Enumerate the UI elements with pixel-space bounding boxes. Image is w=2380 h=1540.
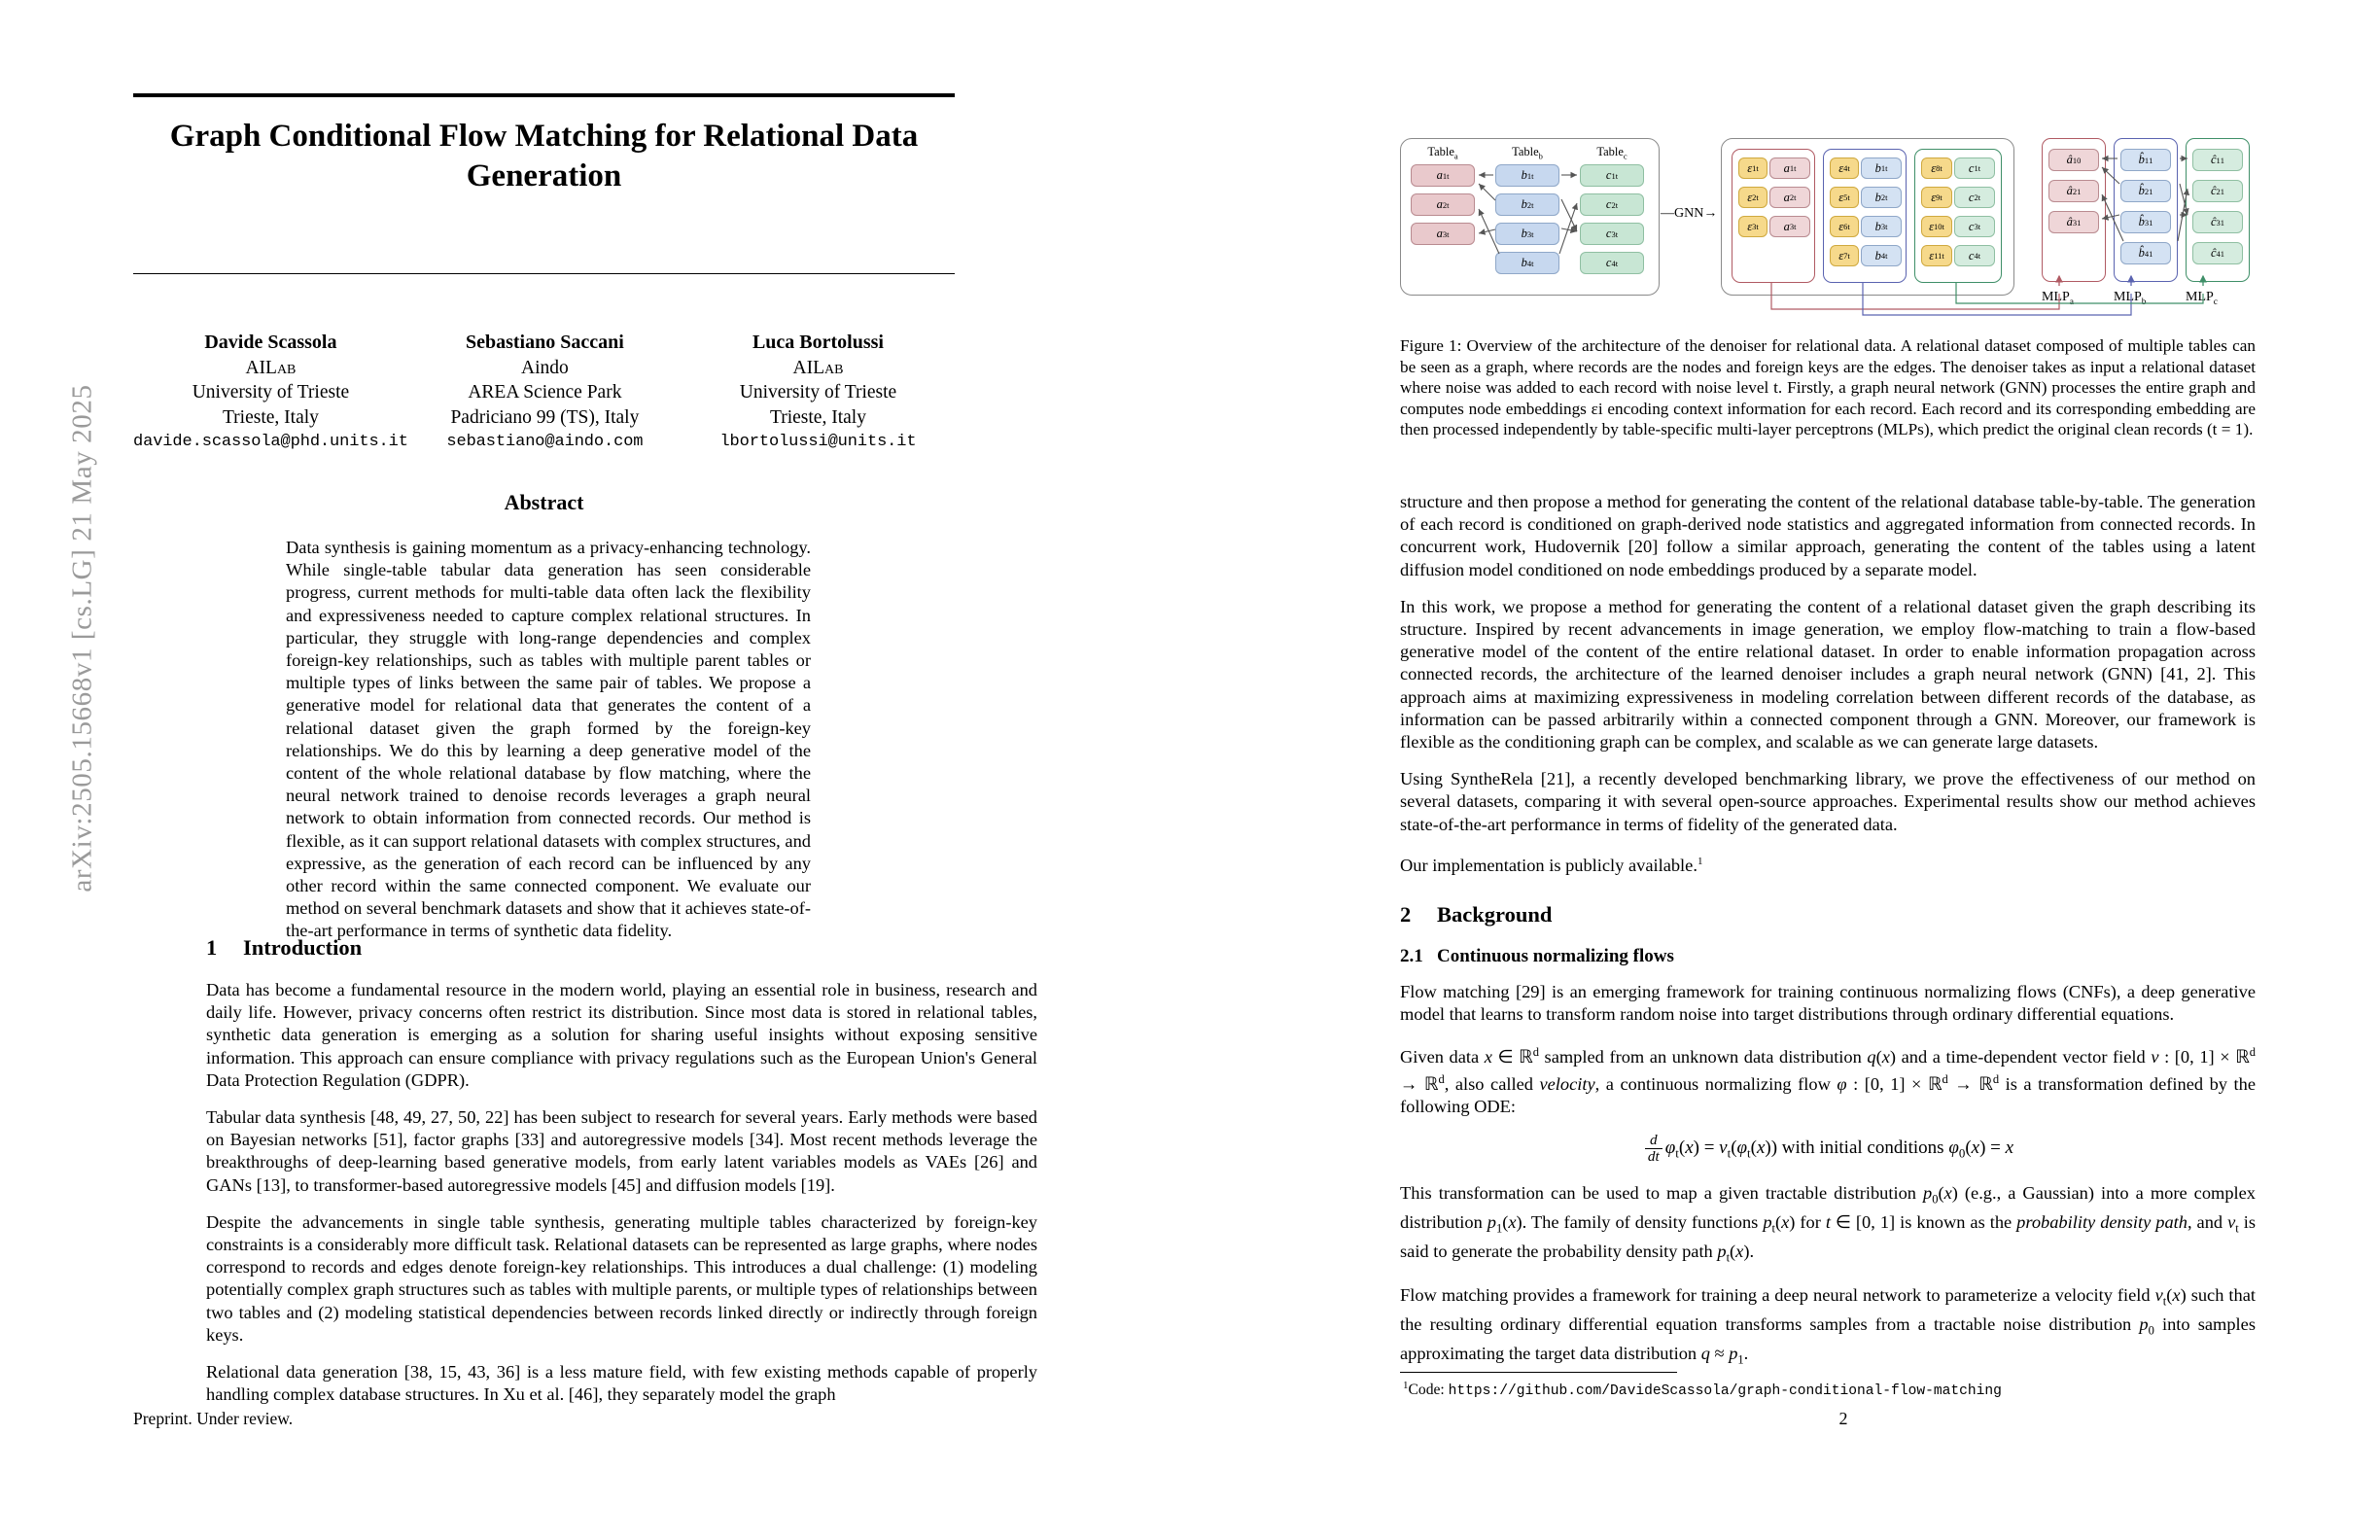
record-b4-noisy: b 4 t [1861,245,1902,266]
footnote [1403,1380,2002,1399]
footnote-url[interactable]: https://github.com/DavideScassola/graph-conditional-flow-matching [1448,1383,2002,1400]
table-a-sub: a [1453,151,1458,161]
mlp-a-sub: a [2069,297,2075,307]
section-title-1: Introduction [243,935,363,960]
out-node-c4: ĉ 4 1 [2192,242,2243,264]
subsection-title-21: Continuous normalizing flows [1437,946,1674,967]
page-two [1357,0,2329,1540]
out-node-c1: ĉ 1 1 [2192,149,2243,171]
embedding-e4: ε 4 t [1830,158,1859,179]
section-heading-background [1400,902,2256,928]
node-a3: a 3 t [1411,223,1475,245]
embedding-e9: ε 9 t [1921,187,1952,208]
background-paragraph-4: Flow matching provides a framework for training a deep neural network to parameterize a velocity field $v_t(x)$ such that the resulting ordinary differential equation transforms samples from a tractable noise distribution $p_0$ into samples approximating the target data distribution $q \approx p_1$. [1400,1284,2257,1367]
intro-paragraph-4: Relational data generation [38, 15, 43, 36] is a less mature field, with few existing methods capable of properly handling complex database structures. In Xu et al. [46], they separately model the graph [206,1362,1037,1405]
embedding-e7: ε 7 t [1830,245,1859,266]
out-node-b4: b̂ 4 1 [2120,242,2171,264]
subsection-heading-cnf [1400,946,2256,967]
figure-routing-lines [1400,128,2256,323]
record-c1-noisy: c 1 t [1954,158,1995,179]
author-1-org: University of Trieste [192,382,350,402]
record-b2-noisy: b 2 t [1861,187,1902,208]
embedding-e1: ε 1 t [1738,158,1768,179]
author-2-email[interactable]: sebastiano@aindo.com [446,433,644,451]
author-2-name: Sebastiano Saccani [465,332,624,353]
embedding-e3: ε 3 t [1738,216,1768,237]
author-3 [682,331,955,455]
author-3-name: Luca Bortolussi [752,332,884,353]
figure-1-diagram [1400,128,2256,307]
footnote-marker: 1 [1403,1380,1409,1391]
page-number: 2 [1838,1409,1848,1428]
node-a1: a 1 t [1411,164,1475,187]
abstract-heading: Abstract [504,490,584,514]
table-b-sub: b [1538,151,1543,161]
author-3-place: Trieste, Italy [770,406,866,428]
author-2-org: AREA Science Park [468,382,622,402]
record-c2-noisy: c 2 t [1954,187,1995,208]
mlp-a-label: $MLP_a$ [2042,290,2075,307]
embedding-e11: ε 11 t [1921,245,1952,266]
figure-1-caption: Figure 1: Overview of the architecture of the denoiser for relational data. A relational dataset composed of multiple tables can be seen as a graph, where records are the nodes and foreign keys are the edges. The denoiser takes as input a relational dataset where noise was added to each record with noise level t. Firstly, a graph neural network (GNN) processes the entire graph and computes node embeddings εi encoding context information for each record. Each record and its corresponding embedding are then processed independently by table-specific multi-layer perceptrons (MLPs), which predict the original clean records (t = 1). [1400,336,2256,439]
mlp-c-label: $MLP_c$ [2186,290,2219,307]
embedding-e6: ε 6 t [1830,216,1859,237]
out-node-c3: ĉ 3 1 [2192,211,2243,233]
author-1-email[interactable]: davide.scassola@phd.units.it [133,433,408,451]
record-c3-noisy: c 3 t [1954,216,1995,237]
node-b4: b 4 t [1495,252,1559,274]
node-a2: a 2 t [1411,193,1475,216]
right-paragraph-1: structure and then propose a method for generating the content of the relational database table-by-table. The generation of each record is conditioned on graph-derived node statistics and aggregated information from connected records. In concurrent work, Hudovernik [20] follow a similar approach, generating the content of the tables using a latent diffusion model conditioned on node embeddings produced by a separate model. [1400,492,2256,579]
author-2 [408,331,682,455]
abstract-text: Data synthesis is gaining momentum as a privacy-enhancing technology. While single-table tabular data generation has seen considerable progress, current methods for multi-table data often lack the flexibility and expressiveness needed to capture complex relational structures. In particular, they struggle with long-range dependencies and complex foreign-key relationships, such as tables with multiple parent tables or multiple types of links between the same pair of tables. We propose a generative model for relational data that generates the content of a relational dataset given the graph formed by the foreign-key relationships. We do this by learning a deep generative model of the content of the whole relational database by flow matching, where the neural network trained to denoise records leverages a graph neural network to obtain information from connected records. Our method is flexible, as it can support relational datasets with complex structures, and expressive, as the generation of each record can be influenced by any other record within the same connected component. We evaluate our method on several benchmark datasets and show that it achieves state-of-the-art performance in terms of synthetic data fidelity. [286,538,811,941]
author-block [133,331,955,455]
node-b2: b 2 t [1495,193,1559,216]
record-a2-noisy: a 2 t [1769,187,1810,208]
out-node-b2: b̂ 2 1 [2120,180,2171,202]
intro-paragraph-3: Despite the advancements in single table synthesis, generating multiple tables characterized by foreign-key constraints is a considerably more difficult task. Relational datasets can be represented as large graphs, where nodes correspond to records and edges denote foreign-key relationships. This introduces a dual challenge: (1) modeling potentially complex graph structures such as tables with multiple parents, or multiple types of relationships between two tables and (2) modeling statistical dependencies between records linked directly or indirectly through foreign keys. [206,1211,1037,1345]
right-paragraph-2: In this work, we propose a method for generating the content of a relational dataset given the graph describing its structure. Inspired by recent advancements in image generation, we employ flow-matching to train a flow-based generative model of the content of the entire relational dataset. In order to enable information propagation across connected records, the architecture of the learned denoiser includes a graph neural network (GNN) [41, 2]. This approach aims at maximizing expressiveness in modeling correlation between different records of the database, as information can be passed arbitrarily within a connected component through a GNN. Moreover, our framework is flexible as the conditioning graph can be complex, and scalable as we can generate large datasets. [1400,596,2256,752]
background-paragraph-3: This transformation can be used to map a given tractable distribution $p_0(x)$ (e.g., a Gaussian) into a more complex distribution $p_1(x)$. The family of density functions $p_t(x)$ for t ∈ [0, 1] is known as the probability density path, and $v_t$ is said to generate the probability density path $p_t(x)$. [1400,1183,2257,1265]
page-title: Graph Conditional Flow Matching for Relational Data Generation [169,119,919,193]
footnote-divider [1400,1372,1677,1373]
author-1-place: Trieste, Italy [222,406,319,428]
author-1-lab: AILab [245,357,297,378]
out-node-a3: â 3 1 [2048,211,2099,233]
embedding-e5: ε 5 t [1830,187,1859,208]
author-1 [133,331,408,455]
background-paragraph-2: Given data x ∈ ℝ$^d$ sampled from an unknown data distribution q(x) and a time-dependent vector field v : [0, 1] × ℝ$^d$ → ℝ$^d$, also called velocity, a continuous normalizing flow φ : [0, 1] × ℝ$^d$ → ℝ$^d$ is a transformation defined by the following ODE: [1400,1044,2257,1117]
implementation-note [1400,851,2256,877]
node-b1: b 1 t [1495,164,1559,187]
ode-intro: is a transformation defined by the following ODE: [1400,1074,2256,1117]
node-c3: c 3 t [1580,223,1644,245]
embedding-e10: ε 10 t [1921,216,1952,237]
intro-paragraph-2: Tabular data synthesis [48, 49, 27, 50, 22] has been subject to research for several years. Early methods were based on Bayesian networks [51], factor graphs [33] and autoregressive models [34]. Most recent methods leverage the breakthroughs of deep-learning based generative models, from early latent variables models as VAEs [26] and GANs [13], to transformer-based autoregressive models [45] and diffusion models [19]. [206,1107,1037,1195]
right-paragraph-3: Using SyntheRela [21], a recently developed benchmarking library, we prove the effectiveness of our method on several datasets, comparing it with several open-source approaches. Experimental results show our method achieves state-of-the-art performance in terms of fidelity of the generated data. [1400,769,2256,834]
mlp-b-label: $MLP_b$ [2114,290,2147,307]
out-node-a1: â 1 0 [2048,149,2099,171]
section-number-1: 1 [206,935,218,960]
implementation-note-text: Our implementation is publicly available. [1400,855,1698,875]
author-3-org: University of Trieste [739,382,897,402]
record-a1-noisy: a 1 t [1769,158,1810,179]
subsection-number-21: 2.1 [1400,946,1423,967]
table-b-label: Table$_b$ [1512,145,1543,161]
preprint-note: Preprint. Under review. [133,1409,294,1428]
out-node-a2: â 2 1 [2048,180,2099,202]
record-a3-noisy: a 3 t [1769,216,1810,237]
footnote-ref[interactable]: 1 [1697,855,1703,867]
author-2-lab: Aindo [521,357,569,378]
background-paragraph-1: Flow matching [29] is an emerging framework for training continuous normalizing flows (CNFs), a deep generative model that learns to transform random noise into target distributions through ordinary differential equations. [1400,982,2256,1025]
title-rule-top [133,93,955,97]
author-1-name: Davide Scassola [204,332,337,353]
node-c2: c 2 t [1580,193,1644,216]
author-3-email[interactable]: lbortolussi@units.it [719,433,917,451]
intro-paragraph-1: Data has become a fundamental resource in the modern world, playing an essential role in business, research and daily life. However, privacy concerns often restrict its distribution. Since most data is stored in relational tables, synthetic data generation is emerging as a solution for sharing useful insights without exposing sensitive information. This approach can ensure compliance with privacy regulations such as the European Union's General Data Protection Regulation (GDPR). [206,980,1037,1090]
author-3-lab: AILab [792,357,844,378]
page-one [113,0,1143,1540]
table-a-label: Table$_a$ [1427,145,1458,161]
embedding-e2: ε 2 t [1738,187,1768,208]
out-node-b3: b̂ 3 1 [2120,211,2171,233]
section-title-2: Background [1437,902,1553,928]
embedding-e8: ε 8 t [1921,158,1952,179]
equation-ode: $\frac{d}{dt}$ $\varphi_t(x) = v_t(\varphi_t(x))$ with initial conditions $\varphi_0(x) = x$ [1400,1133,2256,1165]
record-b1-noisy: b 1 t [1861,158,1902,179]
mlp-c-sub: c [2213,297,2219,307]
mlp-b-sub: b [2141,297,2147,307]
author-2-place: Padriciano 99 (TS), Italy [450,406,640,428]
record-c4-noisy: c 4 t [1954,245,1995,266]
derivative-fraction: $\frac{d}{dt}$ [1645,1133,1662,1165]
title-rule-bottom [133,273,955,274]
node-c1: c 1 t [1580,164,1644,187]
out-node-c2: ĉ 2 1 [2192,180,2243,202]
section-number-2: 2 [1400,902,1412,928]
footnote-label: Code: [1408,1382,1445,1399]
table-c-label: Table$_c$ [1596,145,1628,161]
out-node-b1: b̂ 1 1 [2120,149,2171,171]
arxiv-stamp: arXiv:2505.15668v1 [cs.LG] 21 May 2025 [66,384,98,892]
table-c-sub: c [1623,151,1628,161]
node-b3: b 3 t [1495,223,1559,245]
node-c4: c 4 t [1580,252,1644,274]
record-b3-noisy: b 3 t [1861,216,1902,237]
section-heading-introduction [206,935,1037,961]
gnn-label: —GNN→ [1661,206,1718,221]
